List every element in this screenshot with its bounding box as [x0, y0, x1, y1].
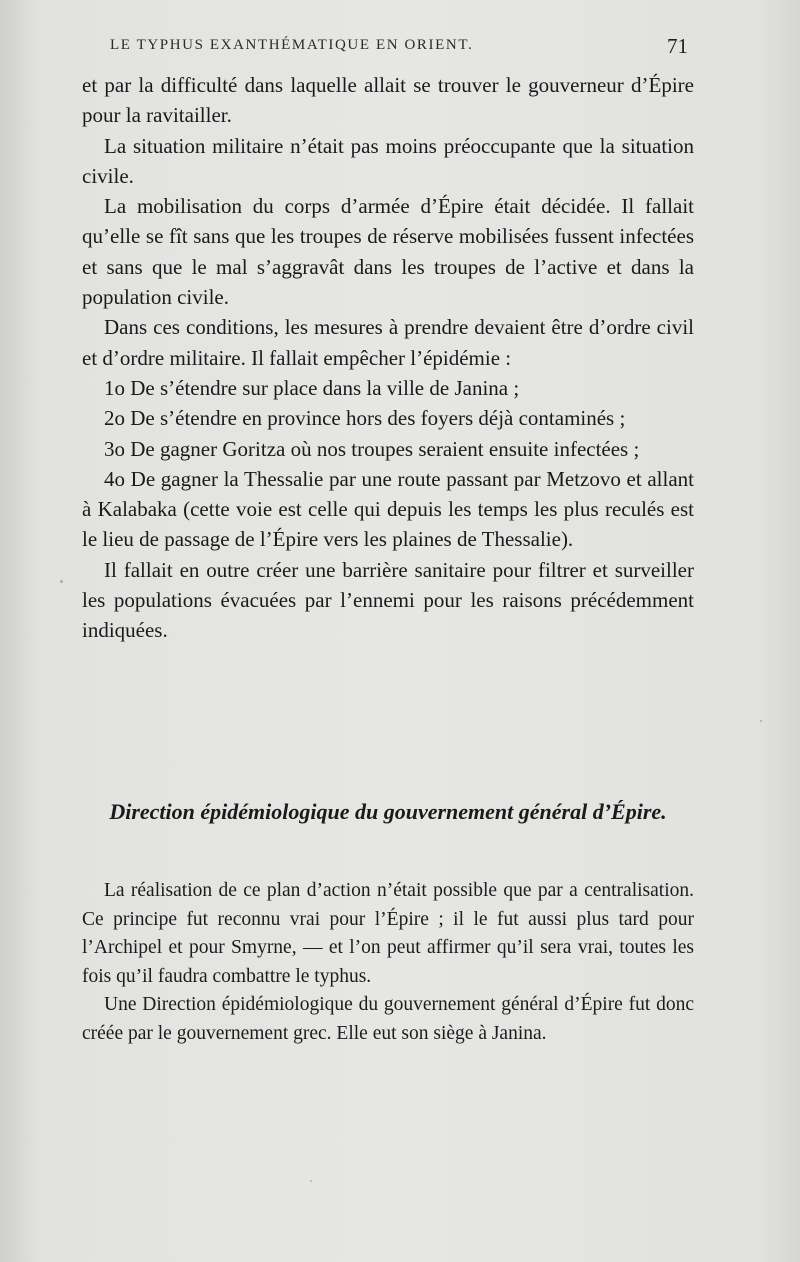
paragraph: Dans ces conditions, les mesures à prendre devaient être d’ordre civil et d’ordre militaire. Il fallait empêcher l’épidémie :: [82, 315, 694, 370]
paragraph: La mobilisation du corps d’armée d’Épire était décidée. Il fallait qu’elle se fît sans que les troupes de réserve mobilisées fussent infectées et sans que le mal s’aggravât dans les troupes de l’active et dans la population civile.: [82, 194, 694, 310]
paragraph: La réalisation de ce plan d’action n’était possible que par a centralisation. Ce principe fut reconnu vrai pour l’Épire ; il le fut aussi plus tard pour l’Archipel et pour Smyrne, — et l’on peut affirmer qu’il sera vrai, toutes les fois qu’il faudra combattre le typhus.: [82, 880, 694, 987]
paragraph: et par la difficulté dans laquelle allait se trouver le gouverneur d’Épire pour la ravitailler.: [82, 73, 694, 128]
paper-speck: [310, 1180, 312, 1182]
list-item: 3o De gagner Goritza où nos troupes seraient ensuite infectées ;: [104, 436, 640, 461]
section-heading: Direction épidémiologique du gouvernement général d’Épire.: [109, 799, 667, 824]
paragraph: La situation militaire n’était pas moins préoccupante que la situation civile.: [82, 133, 694, 188]
list-item: 2o De s’étendre en province hors des foyers déjà contaminés ;: [104, 406, 626, 431]
list-item: 4o De gagner la Thessalie par une route passant par Metzovo et allant à Kalabaka (cette voie est celle qui depuis les temps les plus reculés est le lieu de passage de l’Épire vers les plaines de Thessalie).: [82, 466, 694, 552]
paper-speck: [760, 720, 762, 722]
running-title: LE TYPHUS EXANTHÉMATIQUE EN ORIENT.: [110, 37, 474, 53]
paragraph: Une Direction épidémiologique du gouvernement général d’Épire fut donc créée par le gouvernement grec. Elle eut son siège à Janina.: [82, 994, 694, 1044]
page-number: 71: [667, 34, 688, 58]
section-body: [82, 877, 694, 1049]
list-item: 1o De s’étendre sur place dans la ville de Janina ;: [104, 375, 520, 400]
section-body: [82, 70, 694, 646]
paper-speck: [60, 580, 63, 583]
paragraph: Il fallait en outre créer une barrière sanitaire pour filtrer et surveiller les populations évacuées par l’ennemi pour les raisons précédemment indiquées.: [82, 557, 694, 643]
